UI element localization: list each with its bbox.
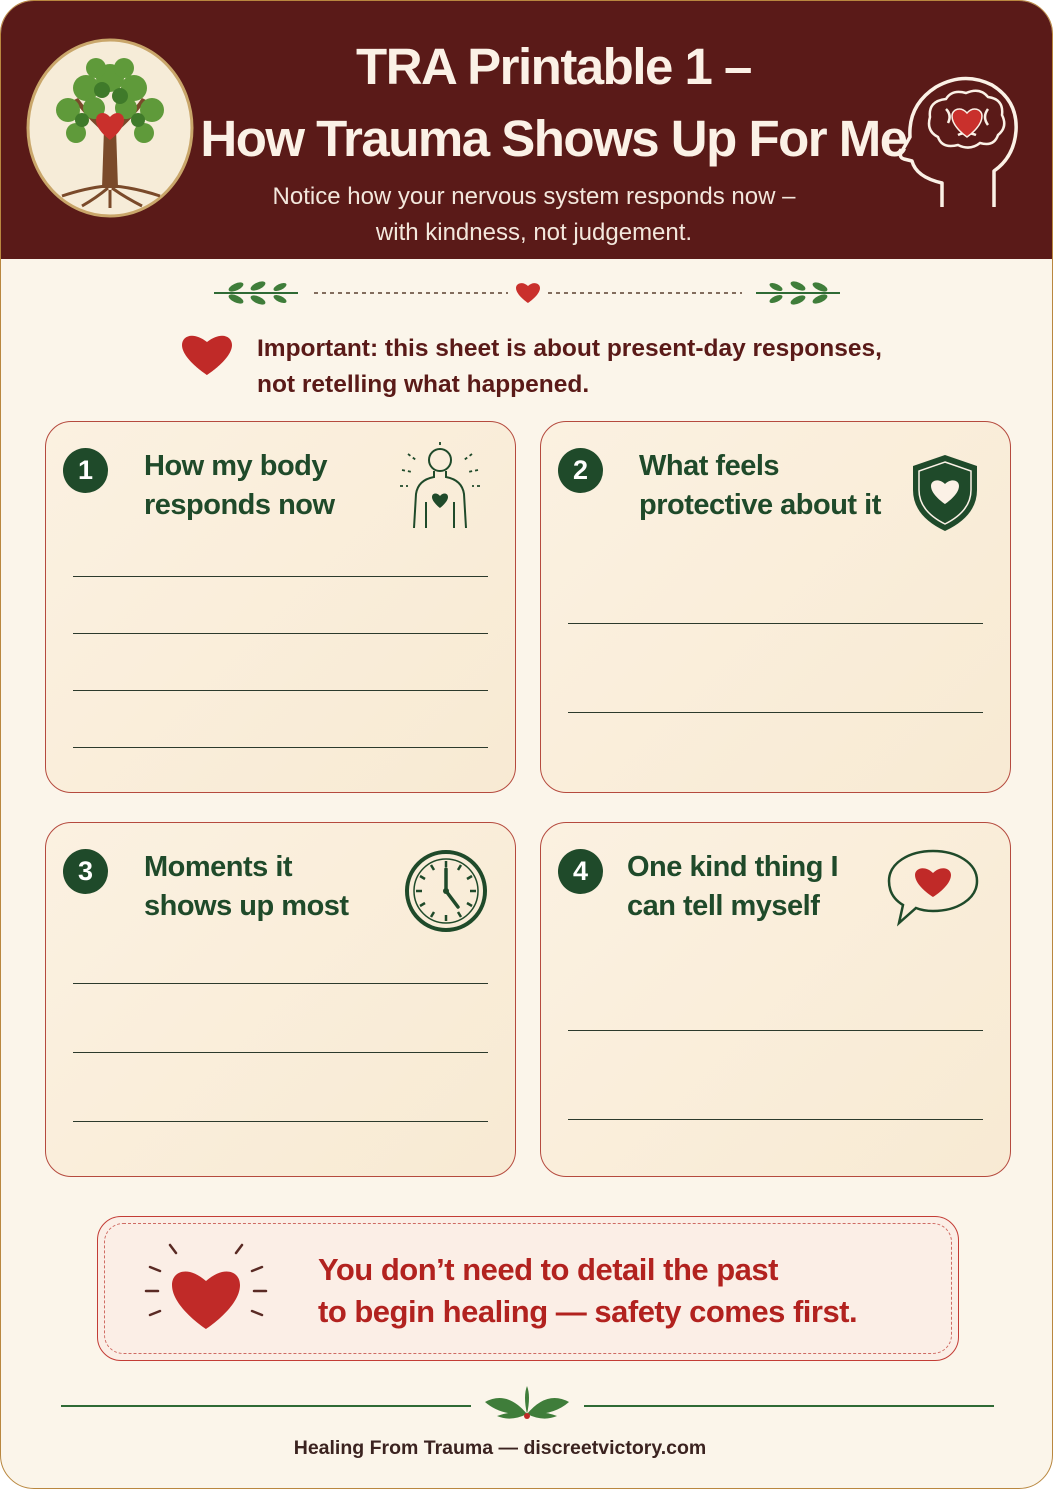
heart-icon: [179, 331, 235, 377]
card-title: [144, 848, 349, 926]
card-title: [627, 848, 838, 926]
speech-bubble-heart-icon: [885, 847, 981, 927]
card-title-line2: responds now: [144, 489, 335, 521]
card-number: 1: [63, 448, 108, 493]
body-with-heart-icon: [390, 440, 490, 532]
writing-line[interactable]: [568, 1030, 983, 1031]
subtitle-line1: Notice how your nervous system responds now –: [272, 183, 796, 210]
card-number: 4: [558, 849, 603, 894]
radiant-heart-icon: [144, 1241, 268, 1341]
card-title: [144, 447, 335, 525]
important-note-line2: not retelling what happened.: [257, 371, 590, 398]
reassurance-note: [97, 1216, 959, 1361]
writing-line[interactable]: [568, 712, 983, 713]
writing-line[interactable]: [73, 747, 488, 748]
writing-line[interactable]: [568, 623, 983, 624]
prompt-card-1: [45, 421, 516, 793]
footer-credit: Healing From Trauma — discreetvictory.com: [293, 1437, 707, 1459]
card-title-line2: can tell myself: [627, 890, 820, 922]
card-title-line1: How my body: [144, 450, 328, 482]
card-number: 2: [558, 448, 603, 493]
prompt-card-2: [540, 421, 1011, 793]
writing-line[interactable]: [73, 983, 488, 984]
header-banner: [1, 1, 1052, 259]
prompt-card-3: [45, 822, 516, 1177]
card-title: [639, 447, 881, 525]
card-number: 3: [63, 849, 108, 894]
writing-line[interactable]: [73, 1052, 488, 1053]
card-title-line2: shows up most: [144, 890, 349, 922]
head-with-heart-brain-icon: [894, 65, 1024, 215]
page-title-line2: How Trauma Shows Up For Me: [200, 110, 907, 167]
clock-icon: [404, 849, 488, 933]
shield-heart-icon: [909, 452, 981, 534]
page-title-line1: TRA Printable 1 –: [356, 38, 751, 95]
card-title-line1: One kind thing I: [627, 851, 839, 883]
card-title-line2: protective about it: [639, 489, 881, 521]
writing-line[interactable]: [73, 690, 488, 691]
important-note-line1: Important: this sheet is about present-day responses,: [257, 335, 882, 362]
important-note: [257, 331, 907, 403]
prompt-card-4: [540, 822, 1011, 1177]
card-title-line1: Moments it: [144, 851, 293, 883]
note-text: [318, 1249, 857, 1333]
note-text-line2: to begin healing — safety comes first.: [318, 1294, 858, 1329]
writing-line[interactable]: [73, 1121, 488, 1122]
subtitle-line2: with kindness, not judgement.: [375, 219, 693, 246]
note-text-line1: You don’t need to detail the past: [318, 1252, 778, 1287]
vine-divider: [206, 276, 851, 310]
writing-line[interactable]: [73, 633, 488, 634]
writing-line[interactable]: [73, 576, 488, 577]
card-title-line1: What feels: [639, 450, 780, 482]
footer-divider: [61, 1386, 994, 1426]
writing-line[interactable]: [568, 1119, 983, 1120]
